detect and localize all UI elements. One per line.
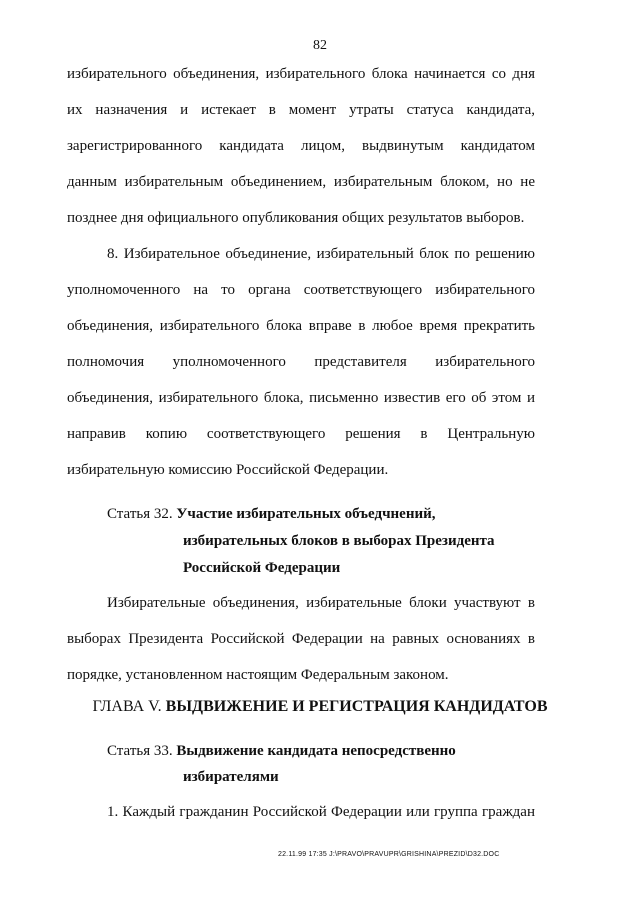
text-line: объединения, избирательного блока вправе в любое время прекратить (67, 318, 535, 334)
article-33-heading (107, 742, 456, 760)
article-32-title: Участие избирательных объедчнений, (176, 506, 436, 522)
paragraph-8-first-line: 8. Избирательное объединение, избирательный блок по решению (107, 246, 535, 262)
article-32-title-line3: Российской Федерации (183, 560, 341, 576)
article-33-body-first-line: 1. Каждый гражданин Российской Федерации или группа граждан (107, 804, 535, 820)
article-32-body-first-line: Избирательные объединения, избирательные блоки участвуют в (107, 595, 535, 611)
chapter-label: ГЛАВА V. (92, 698, 162, 715)
article-33-label: Статья 33. (107, 743, 173, 759)
text-line-last: позднее дня официального опубликования общих результатов выборов. (67, 210, 525, 226)
text-line: полномочия уполномоченного представителя избирательного (67, 354, 535, 370)
article-32-heading (107, 505, 436, 523)
article-32-body-last-line: порядке, установленном настоящим Федеральным законом. (67, 667, 449, 683)
text-line: направив копию соответствующего решения в Центральную (67, 426, 535, 442)
text-line: их назначения и истекает в момент утраты статуса кандидата, (67, 102, 535, 118)
chapter-title: ВЫДВИЖЕНИЕ И РЕГИСТРАЦИЯ КАНДИДАТОВ (165, 698, 548, 715)
text-line: уполномоченного на то органа соответствующего избирательного (67, 282, 535, 298)
article-33-title-line2: избирателями (183, 769, 279, 785)
text-line: данным избирательным объединением, избирательным блоком, но не (67, 174, 535, 190)
article-32-title-line2: избирательных блоков в выборах Президента (183, 533, 495, 549)
text-line: зарегистрированного кандидата лицом, выдвинутым кандидатом (67, 138, 535, 154)
page-number: 82 (313, 38, 327, 53)
text-line: избирательного объединения, избирательного блока начинается со дня (67, 66, 535, 82)
article-32-label: Статья 32. (107, 506, 173, 522)
chapter-heading (0, 697, 640, 717)
text-line: объединения, избирательного блока, письменно известив его об этом и (67, 390, 535, 406)
article-33-title: Выдвижение кандидата непосредственно (176, 743, 456, 759)
article-32-body-line: выборах Президента Российской Федерации на равных основаниях в (67, 631, 535, 647)
text-line-last: избирательную комиссию Российской Федерации. (67, 462, 389, 478)
file-path-footer: 22.11.99 17:35 J:\PRAVO\PRAVUPR\GRISHINA\PREZID\D32.DOC (278, 851, 500, 858)
